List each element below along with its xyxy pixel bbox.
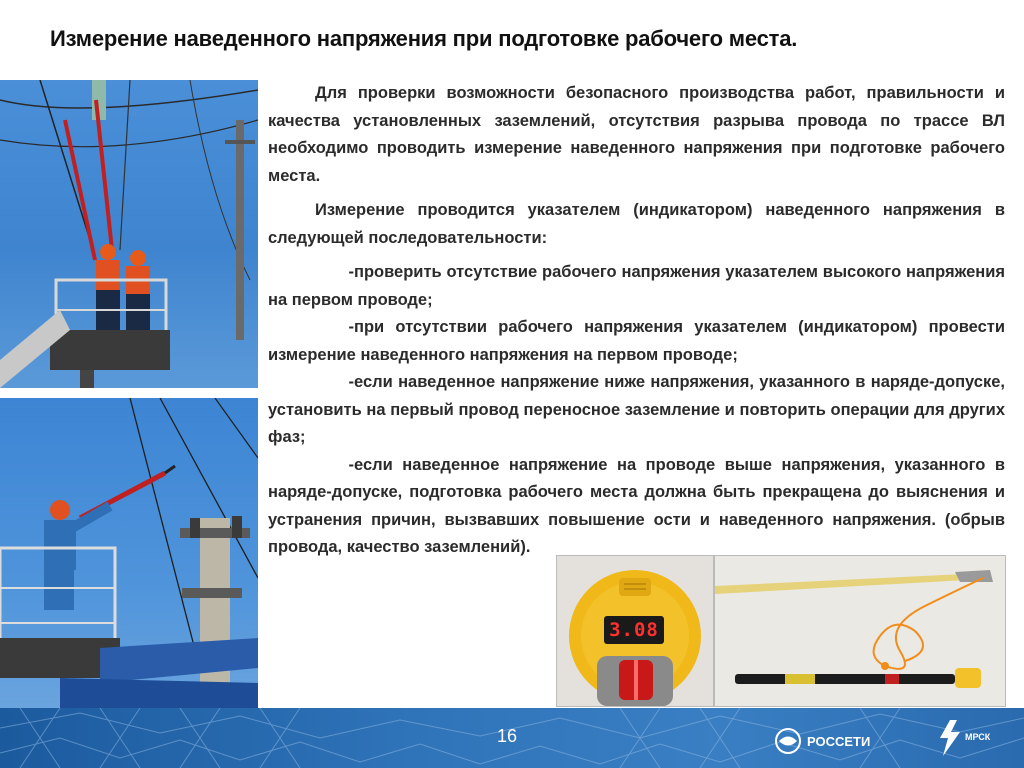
- bullet-dash: -: [348, 455, 354, 474]
- footer-band: [0, 708, 1024, 768]
- photo-workers-on-lift: [0, 80, 258, 388]
- slide-title: Измерение наведенного напряжения при подготовке рабочего места.: [50, 26, 798, 51]
- intro-paragraph: Для проверки возможности безопасного производства работ, правильности и качества установленных заземлений, отсутствия разрыва провода по трассе ВЛ необходимо проводить измерение наведенного напряжения при подготовке рабочего места.: [268, 84, 1005, 185]
- step-item: [268, 314, 1005, 369]
- body-text: [268, 80, 1005, 562]
- photo-worker-with-rod: [0, 398, 258, 708]
- rosseti-logo: [775, 728, 870, 754]
- rosseti-emblem-icon: [775, 728, 801, 754]
- mrsk-logo-text: МРСК: [965, 732, 991, 742]
- step-text: проверить отсутствие рабочего напряжения указателем высокого напряжения на первом проводе;: [268, 263, 1005, 309]
- step-text: если наведенное напряжение на проводе выше напряжения, указанного в наряде-допуске, подготовка рабочего места должна быть прекращена до выяснения и устранения причин, вызвавших повышение ости и наведенного напряжения. (обрыв провода, качество заземлений).: [268, 455, 1005, 556]
- procedure-intro: Измерение проводится указателем (индикатором) наведенного напряжения в следующей последовательности:: [268, 201, 1005, 247]
- page-number: 16: [497, 726, 518, 746]
- bullet-dash: -: [348, 263, 354, 281]
- step-item: [268, 369, 1005, 452]
- indicator-display-readout: 3.08: [609, 619, 659, 641]
- step-text: если наведенное напряжение ниже напряжения, указанного в наряде-допуске, установить на первый провод переносное заземление и повторить операции для других фаз;: [268, 373, 1005, 446]
- photo-measuring-rod: [714, 555, 1006, 707]
- mrsk-emblem-icon: [935, 718, 965, 758]
- step-item: [268, 452, 1005, 562]
- photo-voltage-indicator: [556, 555, 714, 707]
- bullet-dash: -: [348, 373, 354, 391]
- rosseti-logo-text: РОССЕТИ: [807, 733, 871, 749]
- step-item: [268, 259, 1005, 314]
- mrsk-logo: [935, 718, 1015, 762]
- step-text: при отсутствии рабочего напряжения указателем (индикатором) провести измерение наведенного напряжения на первом проводе;: [268, 318, 1005, 364]
- bullet-dash: -: [348, 318, 354, 336]
